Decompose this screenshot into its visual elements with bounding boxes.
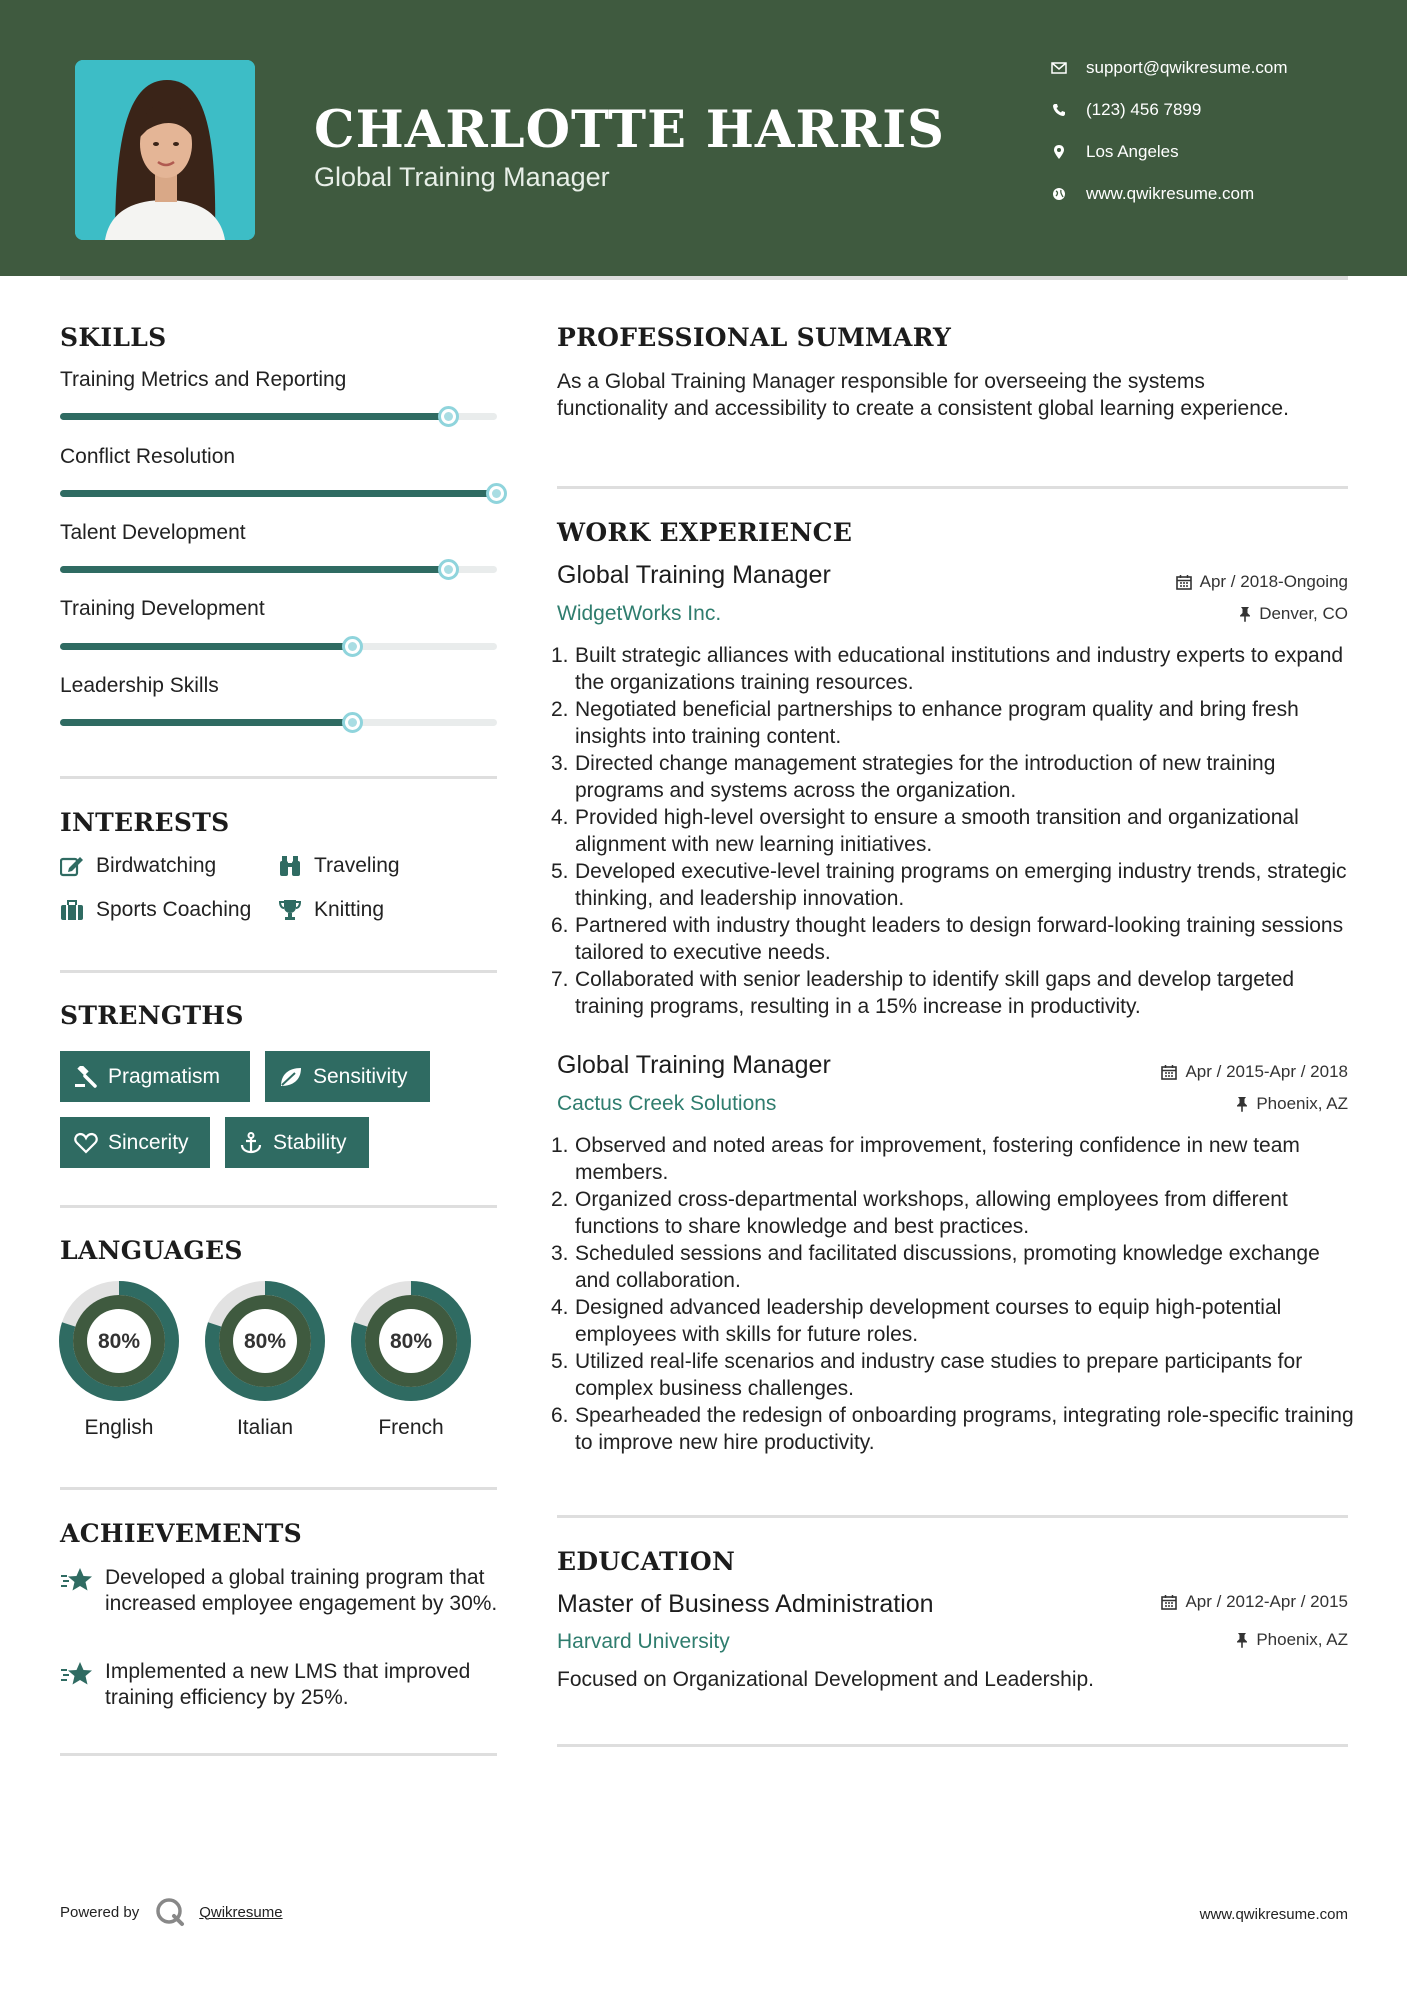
strength-badge: Stability xyxy=(225,1117,369,1168)
pin-icon xyxy=(1239,606,1251,622)
bullet-number: 4. xyxy=(551,1296,569,1319)
skill-bar-knob xyxy=(438,406,459,427)
gavel-icon xyxy=(74,1066,98,1088)
bullet-text: Scheduled sessions and facilitated discussions, promoting knowledge exchange and collaboration. xyxy=(575,1242,1320,1292)
envelope-icon xyxy=(1050,59,1068,77)
bullet-number: 2. xyxy=(551,698,569,721)
leaf-icon xyxy=(279,1066,303,1088)
job-bullet xyxy=(551,1132,1357,1186)
job-bullets xyxy=(551,642,1357,1020)
interests-heading: INTERESTS xyxy=(60,808,230,837)
summary-text: As a Global Training Manager responsible for overseeing the systems functionality and accessibility to create a consistent global learning experience. xyxy=(557,370,1289,420)
job-bullet xyxy=(551,1294,1357,1348)
interest-item: Sports Coaching xyxy=(60,898,251,922)
bullet-text: Directed change management strategies for the introduction of new training programs and systems across the organization. xyxy=(575,752,1276,802)
skill-bar xyxy=(60,719,497,726)
bullet-number: 4. xyxy=(551,806,569,829)
language-label: English xyxy=(84,1416,154,1439)
bullet-text: Built strategic alliances with educational institutions and industry experts to expand the organizations training resources. xyxy=(575,644,1344,694)
qwikresume-logo-icon xyxy=(155,1897,185,1927)
job-bullet xyxy=(551,1348,1357,1402)
job-title: Global Training Manager xyxy=(557,561,831,589)
star-icon xyxy=(60,1661,94,1689)
education-heading: EDUCATION xyxy=(557,1547,736,1576)
section-divider xyxy=(557,1515,1348,1518)
degree-title: Master of Business Administration xyxy=(557,1590,934,1618)
trophy-icon xyxy=(278,899,302,921)
section-divider xyxy=(557,1744,1348,1747)
company-name[interactable]: Cactus Creek Solutions xyxy=(557,1092,777,1115)
language-percent: 80% xyxy=(389,1330,433,1353)
profile-photo xyxy=(75,60,255,240)
skill-bar-knob xyxy=(342,712,363,733)
school-name[interactable]: Harvard University xyxy=(557,1630,730,1653)
bullet-text: Observed and noted areas for improvement, fostering confidence in new team members. xyxy=(575,1134,1300,1184)
skill-bar xyxy=(60,566,497,573)
resume-header xyxy=(0,0,1407,276)
footer-website[interactable]: www.qwikresume.com xyxy=(1199,1906,1348,1923)
job-title: Global Training Manager xyxy=(557,1051,831,1079)
interest-item: Traveling xyxy=(278,854,400,878)
education-dates: Apr / 2012-Apr / 2015 xyxy=(1161,1592,1348,1612)
bullet-number: 3. xyxy=(551,1242,569,1265)
section-divider xyxy=(557,486,1348,489)
binoculars-icon xyxy=(278,855,302,877)
location-pin-icon xyxy=(1050,143,1068,161)
contact-website[interactable]: www.qwikresume.com xyxy=(1050,184,1350,204)
strength-badge: Sincerity xyxy=(60,1117,210,1168)
skill-label: Leadership Skills xyxy=(60,674,219,697)
skill-bar xyxy=(60,490,497,497)
job-bullet xyxy=(551,1186,1357,1240)
job-location: Phoenix, AZ xyxy=(1236,1094,1348,1114)
skill-label: Training Development xyxy=(60,597,265,620)
job-bullet xyxy=(551,966,1357,1020)
header-divider xyxy=(60,276,1348,280)
pin-icon xyxy=(1236,1632,1248,1648)
skill-bar-fill xyxy=(60,413,449,420)
bullet-text: Organized cross-departmental workshops, allowing employees from different functions to share knowledge and best practices. xyxy=(575,1188,1288,1238)
calendar-icon xyxy=(1161,1594,1177,1610)
language-ring xyxy=(58,1280,180,1402)
bullet-number: 1. xyxy=(551,644,569,667)
languages-heading: LANGUAGES xyxy=(60,1236,243,1265)
skill-label: Training Metrics and Reporting xyxy=(60,368,347,391)
language-percent: 80% xyxy=(243,1330,287,1353)
skill-label: Conflict Resolution xyxy=(60,445,236,468)
bullet-number: 6. xyxy=(551,914,569,937)
job-bullet xyxy=(551,1240,1357,1294)
job-bullet xyxy=(551,750,1357,804)
bullet-number: 5. xyxy=(551,860,569,883)
job-bullets xyxy=(551,1132,1357,1456)
contact-phone[interactable]: (123) 456 7899 xyxy=(1050,100,1350,120)
language-label: French xyxy=(378,1416,444,1439)
education-description: Focused on Organizational Development and Leadership. xyxy=(557,1668,1095,1691)
section-divider xyxy=(60,970,497,973)
calendar-icon xyxy=(1161,1064,1177,1080)
skill-bar xyxy=(60,413,497,420)
skill-bar-fill xyxy=(60,566,449,573)
summary-heading: PROFESSIONAL SUMMARY xyxy=(557,323,952,352)
section-divider xyxy=(60,1487,497,1490)
bullet-text: Provided high-level oversight to ensure a smooth transition and organizational alignment with new learning initiatives. xyxy=(575,806,1299,856)
skill-bar-knob xyxy=(342,636,363,657)
bullet-number: 5. xyxy=(551,1350,569,1373)
achievements-heading: ACHIEVEMENTS xyxy=(60,1519,302,1548)
pin-icon xyxy=(1236,1096,1248,1112)
job-bullet xyxy=(551,804,1357,858)
skill-bar-fill xyxy=(60,490,497,497)
skills-heading: SKILLS xyxy=(60,323,167,352)
job-dates: Apr / 2018-Ongoing xyxy=(1176,572,1348,592)
phone-icon xyxy=(1050,101,1068,119)
strength-badge: Pragmatism xyxy=(60,1051,250,1102)
star-icon xyxy=(60,1567,94,1595)
skill-bar-knob xyxy=(438,559,459,580)
achievement-item: Implemented a new LMS that improved training efficiency by 25%. xyxy=(60,1659,500,1711)
skill-bar-fill xyxy=(60,719,353,726)
skill-label: Talent Development xyxy=(60,521,246,544)
bullet-number: 3. xyxy=(551,752,569,775)
bullet-number: 2. xyxy=(551,1188,569,1211)
bullet-number: 1. xyxy=(551,1134,569,1157)
education-location: Phoenix, AZ xyxy=(1236,1630,1348,1650)
contact-location: Los Angeles xyxy=(1050,142,1350,162)
bullet-text: Partnered with industry thought leaders to design forward-looking training sessions tailored to executive needs. xyxy=(575,914,1344,964)
strengths-heading: STRENGTHS xyxy=(60,1001,244,1030)
job-bullet xyxy=(551,912,1357,966)
strength-badge: Sensitivity xyxy=(265,1051,430,1102)
experience-heading: WORK EXPERIENCE xyxy=(557,518,853,547)
heart-icon xyxy=(74,1132,98,1154)
company-name[interactable]: WidgetWorks Inc. xyxy=(557,602,722,625)
section-divider xyxy=(60,1753,497,1756)
bullet-text: Collaborated with senior leadership to identify skill gaps and develop targeted training programs, resulting in a 15% increase in productivity. xyxy=(575,968,1295,1018)
language-ring xyxy=(350,1280,472,1402)
skill-bar xyxy=(60,643,497,650)
section-divider xyxy=(60,1205,497,1208)
interest-item: Birdwatching xyxy=(60,854,216,878)
job-bullet xyxy=(551,858,1357,912)
job-bullet xyxy=(551,642,1357,696)
language-percent: 80% xyxy=(97,1330,141,1353)
bullet-text: Developed executive-level training programs on emerging industry trends, strategic thinking, and leadership innovation. xyxy=(575,860,1347,910)
interest-item: Knitting xyxy=(278,898,384,922)
job-bullet xyxy=(551,696,1357,750)
candidate-name: CHARLOTTE HARRIS xyxy=(314,100,945,160)
calendar-icon xyxy=(1176,574,1192,590)
bullet-text: Negotiated beneficial partnerships to enhance program quality and bring fresh insights into training content. xyxy=(575,698,1299,748)
bullet-number: 6. xyxy=(551,1404,569,1427)
skill-bar-fill xyxy=(60,643,353,650)
bullet-text: Designed advanced leadership development courses to equip high-potential employees with skills for future roles. xyxy=(575,1296,1282,1346)
job-dates: Apr / 2015-Apr / 2018 xyxy=(1161,1062,1348,1082)
achievement-item: Developed a global training program that increased employee engagement by 30%. xyxy=(60,1565,500,1617)
language-ring xyxy=(204,1280,326,1402)
bullet-number: 7. xyxy=(551,968,569,991)
language-label: Italian xyxy=(236,1416,294,1439)
globe-icon xyxy=(1050,185,1068,203)
job-bullet xyxy=(551,1402,1357,1456)
skill-bar-knob xyxy=(486,483,507,504)
briefcase-icon xyxy=(60,899,84,921)
edit-icon xyxy=(60,855,84,877)
bullet-text: Utilized real-life scenarios and industry case studies to prepare participants for complex business challenges. xyxy=(575,1350,1303,1400)
contact-email[interactable]: support@qwikresume.com xyxy=(1050,58,1350,78)
footer-powered-by: Powered by Qwikresume xyxy=(60,1897,283,1927)
anchor-icon xyxy=(239,1132,263,1154)
qwikresume-link[interactable]: Qwikresume xyxy=(199,1903,283,1921)
section-divider xyxy=(60,776,497,779)
job-location: Denver, CO xyxy=(1239,604,1348,624)
candidate-role: Global Training Manager xyxy=(314,162,610,192)
bullet-text: Spearheaded the redesign of onboarding programs, integrating role-specific training to improve new hire productivity. xyxy=(575,1404,1354,1454)
